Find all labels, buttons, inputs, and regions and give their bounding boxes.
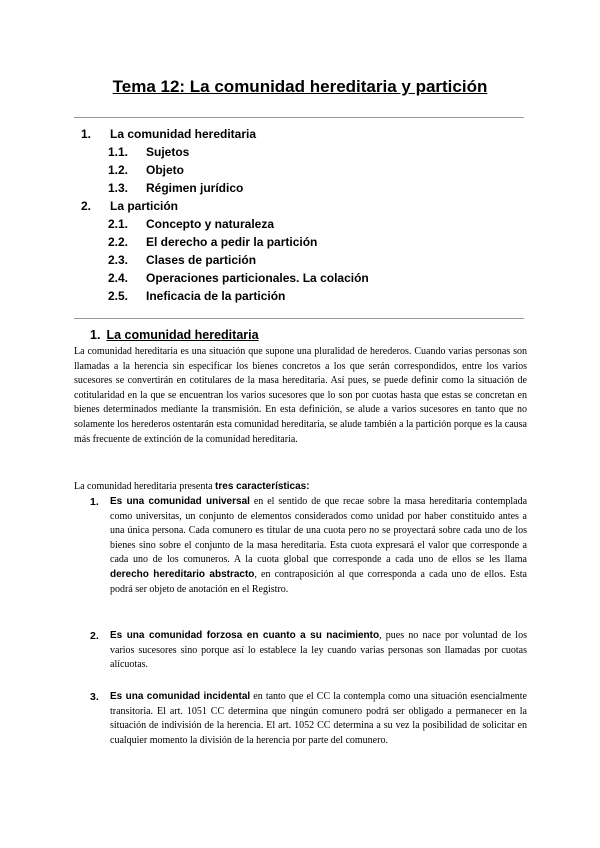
list-item-number: 1. (90, 496, 99, 508)
list-item (74, 629, 527, 673)
list-item-body: , pues no nace por voluntad de los varios sucesores sino porque así lo establece la ley cuando varias personas son llamadas por cuotas alícuotas. (110, 630, 527, 671)
toc-item-label: Operaciones particionales. La colación (146, 271, 369, 285)
intro-text: La comunidad hereditaria presenta (74, 481, 216, 492)
toc-item (0, 269, 600, 287)
toc-item-label: Régimen jurídico (146, 181, 244, 195)
toc-item-label: La partición (110, 199, 179, 213)
list-item-bold: derecho hereditario abstracto (110, 568, 255, 580)
section-heading (90, 327, 259, 343)
section-paragraph: La comunidad hereditaria es una situación que supone una pluralidad de herederos. Cuando varias personas son llamadas a la herencia sin especificar los bienes concretos a los que serán correspondidos, entre los varios sucesores se convertirán en cotitulares de la masa hereditaria. Así pues, se puede definir como la situación de cotitularidad en la que se encuentran los varios sucesores que lo son por cuotas hasta que estas se concretan en bienes determinados mediante la transmisión. En esta definición, se alude a varios sucesores en tanto que no solamente los herederos ostentarán esta comunidad hereditaria, se alude también a la partición porque es la causa más frecuente de extinción de la comunidad hereditaria. (74, 346, 527, 445)
section-number: 1. (90, 328, 101, 342)
toc-item-number: 2. (81, 199, 92, 213)
list-item-body: en tanto que el CC la contempla como una situación esencialmente transitoria. El art. 1051 CC determina que ningún comunero podrá ser obligado a permanecer en la situación de indivisión de la herencia. El art. 1052 CC determina a su vez la posibilidad de solicitar en cualquier momento la división de la herencia por parte del comunero. (110, 691, 527, 746)
toc-item-number: 1.2. (108, 163, 129, 177)
list-item-text (110, 629, 527, 673)
characteristics-intro (74, 480, 527, 495)
toc-item-number: 1.3. (108, 181, 129, 195)
toc-item (0, 125, 600, 143)
page-title: Tema 12: La comunidad hereditaria y partición (112, 77, 488, 96)
toc-item-number: 2.2. (108, 235, 129, 249)
toc-item (0, 215, 600, 233)
table-of-contents (0, 125, 600, 305)
toc-item-label: Ineficacia de la partición (146, 289, 286, 303)
toc-item (0, 233, 600, 251)
toc-item (0, 251, 600, 269)
toc-item-number: 2.4. (108, 271, 129, 285)
toc-item-label: La comunidad hereditaria (110, 127, 257, 141)
list-item-body: , en contraposición al que corresponda a cada uno de ellos. Esta podrá ser objeto de anotación en el Registro. (110, 568, 527, 595)
list-item-bold: Es una comunidad incidental (110, 691, 251, 702)
toc-item-label: Sujetos (146, 145, 190, 159)
divider (74, 117, 524, 118)
list-item-number: 3. (90, 691, 99, 703)
list-item-text (110, 495, 527, 597)
toc-item (0, 197, 600, 215)
toc-item-number: 1.1. (108, 145, 129, 159)
toc-item-number: 2.3. (108, 253, 129, 267)
list-item-body: en el sentido de que recae sobre la masa hereditaria contemplada como universitas, un conjunto de elementos considerados como unidad por haber constituido antes a una única persona. Cada comunero es titular de una cuota pero no se proyectará sobre cada uno de los bienes sino sobre el conjunto de la masa hereditaria. Esta cuota expresará el valor que corresponde a cada uno de los comuneros. A la cuota global que corresponde a cada uno de ellos se les llama (110, 496, 528, 566)
toc-item-label: Objeto (146, 163, 184, 177)
toc-item-label: Clases de partición (146, 253, 257, 267)
toc-item-number: 1. (81, 127, 92, 141)
section-title: La comunidad hereditaria (106, 328, 259, 342)
toc-item-label: El derecho a pedir la partición (146, 235, 318, 249)
toc-item (0, 143, 600, 161)
toc-item (0, 179, 600, 197)
toc-item-number: 2.5. (108, 289, 129, 303)
toc-item-label: Concepto y naturaleza (146, 217, 275, 231)
list-item (74, 690, 527, 748)
list-item (74, 495, 527, 597)
list-item-bold: Es una comunidad universal (110, 496, 250, 507)
toc-item (0, 287, 600, 305)
list-item-number: 2. (90, 630, 99, 642)
list-item-bold: Es una comunidad forzosa en cuanto a su nacimiento (110, 630, 380, 641)
toc-item (0, 161, 600, 179)
list-item-text (110, 690, 527, 748)
toc-item-number: 2.1. (108, 217, 129, 231)
intro-bold: tres características: (215, 481, 310, 492)
divider (74, 318, 524, 319)
